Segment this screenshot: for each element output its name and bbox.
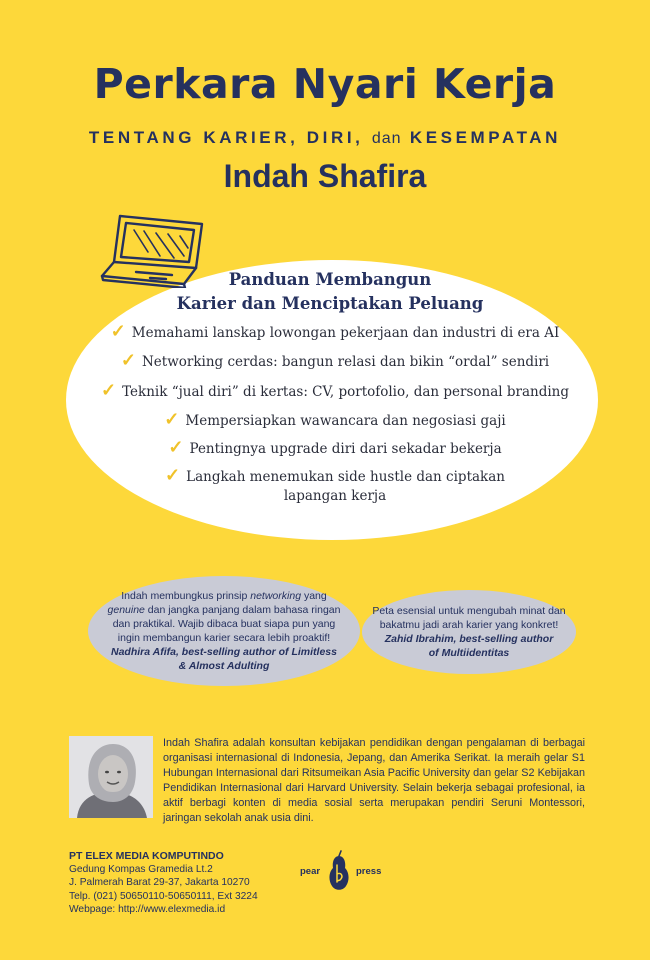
- check-icon: ✓: [120, 350, 136, 371]
- pear-press-logo: [300, 846, 384, 894]
- publisher-name: PT ELEX MEDIA KOMPUTINDO: [69, 850, 224, 862]
- check-icon: ✓: [110, 321, 126, 342]
- publisher-address: J. Palmerah Barat 29-37, Jakarta 10270: [69, 877, 250, 889]
- guide-item: [90, 350, 580, 373]
- blurb-text: dan praktikal. Wajib dibaca buat siapa pun yang: [112, 618, 336, 630]
- guide-item-text: Teknik “jual diri” di kertas: CV, portofolio, dan personal branding: [122, 384, 570, 400]
- guide-item: [90, 465, 580, 488]
- check-icon: ✓: [164, 409, 180, 430]
- guide-title-line1: Panduan Membangun: [228, 270, 432, 289]
- guide-title-line2: Karier dan Menciptakan Peluang: [176, 294, 484, 313]
- guide-item-text: Pentingnya upgrade diri dari sekadar bekerja: [189, 441, 502, 457]
- guide-item-continued: [90, 486, 580, 507]
- guide-item-text: Networking cerdas: bangun relasi dan bikin “ordal” sendiri: [141, 354, 550, 370]
- guide-title: [120, 268, 540, 316]
- blurb-text: Peta esensial untuk mengubah minat dan: [372, 605, 566, 617]
- author-name: Indah Shafira: [223, 158, 427, 194]
- blurb-attribution: & Almost Adulting: [178, 660, 270, 672]
- blurb-text: Indah membungkus prinsip: [121, 590, 251, 602]
- guide-item-text: lapangan kerja: [283, 488, 387, 504]
- check-icon: ✓: [165, 465, 181, 486]
- subtitle-part1: TENTANG KARIER, DIRI,: [88, 128, 372, 147]
- subtitle-part2: KESEMPATAN: [401, 128, 562, 147]
- author-photo: [69, 736, 153, 818]
- check-icon: ✓: [100, 380, 117, 401]
- testimonial-right: [362, 590, 576, 674]
- guide-item-text: Mempersiapkan wawancara dan negosiasi gaji: [185, 413, 506, 429]
- author-portrait: [69, 736, 153, 818]
- subtitle-dan: dan: [371, 130, 402, 147]
- testimonial-left: [88, 576, 360, 686]
- pear-logo-icon: [326, 850, 352, 892]
- blurb-text: genuine: [107, 604, 145, 616]
- guide-item-text: Memahami lanskap lowongan pekerjaan dan industri di era AI: [131, 325, 560, 341]
- blurb-text: ingin membangun karier secara lebih proaktif!: [117, 632, 331, 644]
- blurb-text: networking: [250, 590, 302, 602]
- book-subtitle: [0, 128, 650, 148]
- check-icon: ✓: [168, 437, 184, 458]
- publisher-address: Gedung Kompas Gramedia Lt.2: [69, 864, 213, 876]
- author-bio: Indah Shafira adalah konsultan kebijakan pendidikan dengan pengalaman di berbagai organisasi internasional di Indonesia, Jepang, dan Amerika Serikat. Ia meraih gelar S1 Hubungan Internasional dari Ritsumeikan Asia Pacific University dan gelar S2 Kebijakan Pendidikan Internasional dari Harvard University. Selain bekerja sebagai profesional, ia aktif berbagi konten di media sosial serta merupakan pendiri Seruni Montessori, jaringan sekolah anak usia dini.: [163, 737, 585, 824]
- publisher-webpage: Webpage: http://www.elexmedia.id: [69, 903, 226, 915]
- guide-item: [90, 437, 580, 460]
- blurb-attribution: of Multiidentitas: [428, 647, 510, 659]
- guide-item: [90, 321, 580, 344]
- guide-item: [90, 380, 580, 403]
- guide-item: [90, 409, 580, 432]
- imprint-left: pear: [300, 866, 321, 877]
- blurb-text: dan jangka panjang dalam bahasa ringan: [144, 604, 341, 616]
- publisher-phone: Telp. (021) 50650110-50650111, Ext 3224: [69, 890, 258, 902]
- blurb-attribution: Zahid Ibrahim, best-selling author: [384, 633, 554, 645]
- imprint-right: press: [356, 866, 382, 877]
- book-title: Perkara Nyari Kerja: [93, 60, 557, 108]
- blurb-attribution: Nadhira Afifa, best-selling author of Limitless: [111, 646, 337, 658]
- blurb-text: yang: [301, 590, 327, 602]
- guide-item-text: Langkah menemukan side hustle dan ciptakan: [186, 469, 505, 485]
- blurb-text: bakatmu jadi arah karier yang konkret!: [379, 619, 559, 631]
- publisher-info: [69, 850, 319, 916]
